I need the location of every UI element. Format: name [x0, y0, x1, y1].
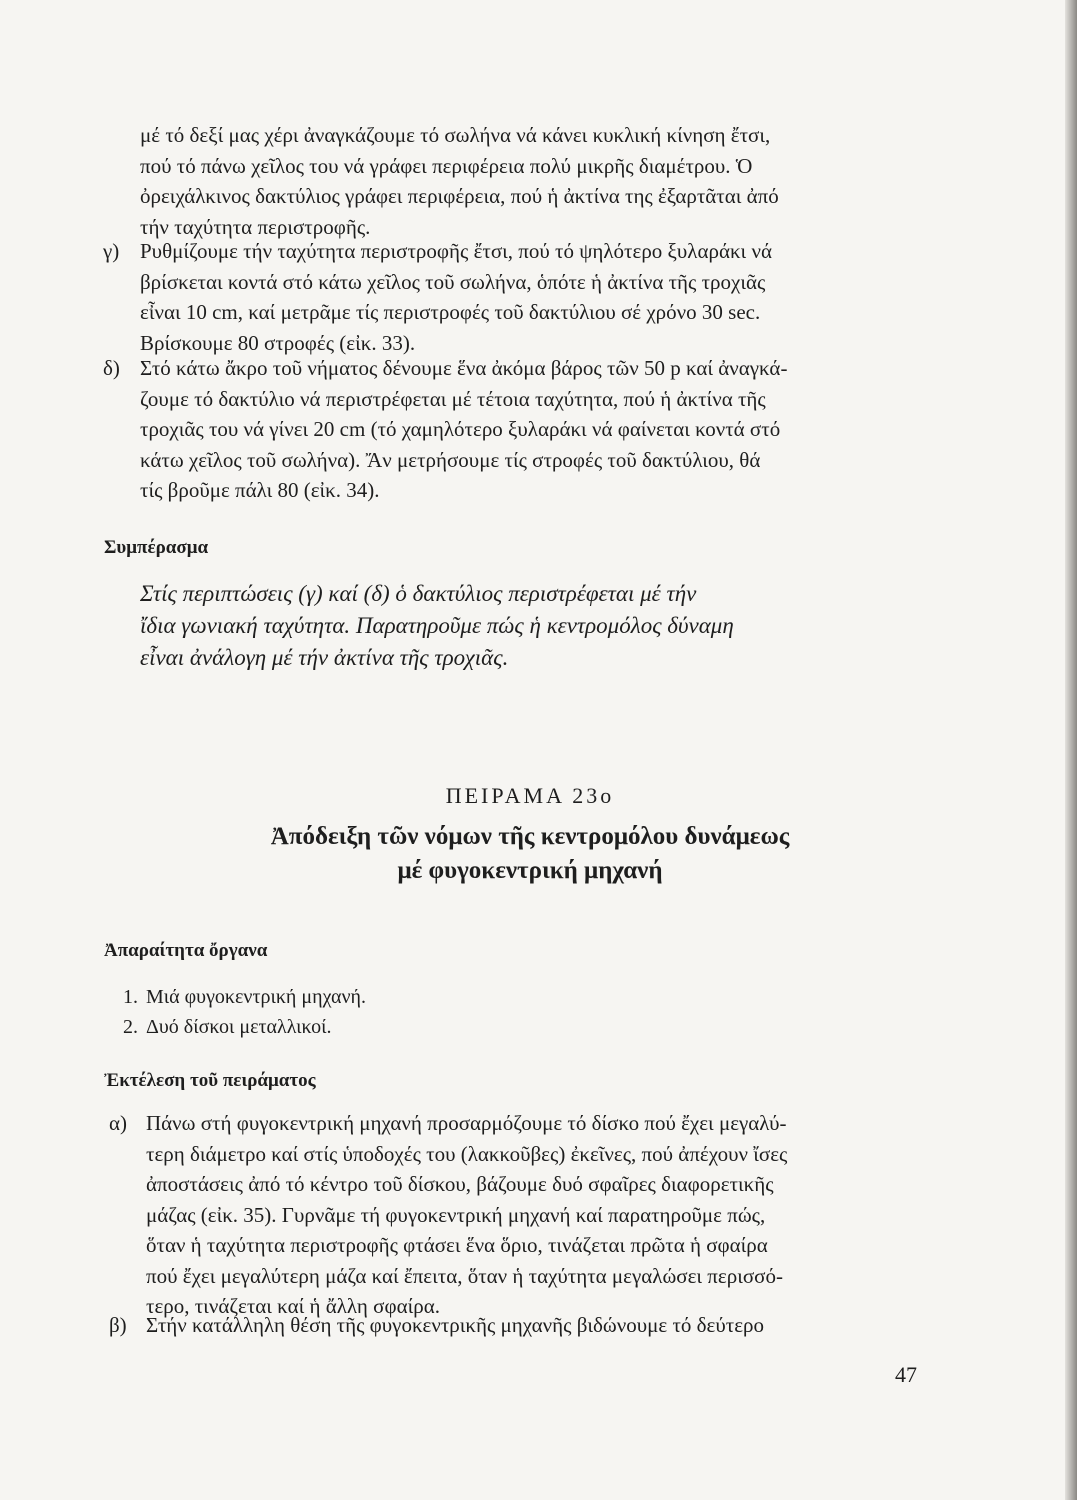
text-line: Στό κάτω ἄκρο τοῦ νήματος δένουμε ἕνα ἀκόμα βάρος τῶν 50 p καί ἀναγκά- [140, 356, 788, 380]
page-edge-shadow [1065, 0, 1077, 1500]
text-line: κάτω χεῖλος τοῦ σωλήνα). Ἄν μετρήσουμε τίς στροφές τοῦ δακτύλιου, θά [140, 447, 761, 472]
text-line: βρίσκεται κοντά στό κάτω χεῖλος τοῦ σωλήνα, ὁπότε ἡ ἀκτίνα τῆς τροχιᾶς [140, 269, 766, 294]
list-item [112, 982, 366, 1012]
experiment-number: ΠΕΙΡΑΜΑ 23ο [445, 783, 615, 808]
list-item [112, 1012, 366, 1042]
text-line: Ρυθμίζουμε τήν ταχύτητα περιστροφῆς ἔτσι, πού τό ψηλότερο ξυλαράκι νά [140, 239, 772, 263]
text-line: ἴδια γωνιακή ταχύτητα. Παρατηροῦμε πώς ἡ κεντρομόλος δύναμη [140, 613, 734, 638]
page-number: 47 [895, 1362, 917, 1387]
text-line: εἶναι 10 cm, καί μετρᾶμε τίς περιστροφές τοῦ δακτύλιου σέ χρόνο 30 sec. [140, 300, 761, 324]
text-line: ζουμε τό δακτύλιο νά περιστρέφεται μέ τέτοια ταχύτητα, πού ἡ ἀκτίνα τῆς [140, 386, 766, 411]
text-line: τίς βροῦμε πάλι 80 (εἰκ. 34). [140, 478, 380, 502]
step-marker: α) [109, 1111, 127, 1135]
text-line: Στίς περιπτώσεις (γ) καί (δ) ὁ δακτύλιος περιστρέφεται μέ τήν [140, 581, 697, 606]
list-text: Μιά φυγοκεντρική μηχανή. [146, 986, 366, 1008]
list-text: Δυό δίσκοι μεταλλικοί. [146, 1016, 332, 1038]
text-line: πού τό πάνω χεῖλος του νά γράφει περιφέρεια πολύ μικρῆς διαμέτρου. Ὁ [140, 153, 753, 178]
experiment-title [140, 820, 920, 888]
text-line: εἶναι ἀνάλογη μέ τήν ἀκτίνα τῆς τροχιᾶς. [140, 645, 509, 670]
step-beta [109, 1310, 926, 1341]
tools-list [112, 982, 366, 1042]
text-line: ὅταν ἡ ταχύτητα περιστροφῆς φτάσει ἕνα ὅριο, τινάζεται πρῶτα ἡ σφαίρα [146, 1233, 768, 1257]
list-number: 2. [123, 1016, 138, 1038]
text-line: μάζας (εἰκ. 35). Γυρνᾶμε τή φυγοκεντρική μηχανή καί παρατηροῦμε πώς, [146, 1202, 766, 1227]
step-marker: β) [109, 1313, 127, 1337]
intro-paragraph [140, 120, 920, 242]
step-alpha [109, 1108, 926, 1322]
list-number: 1. [123, 986, 138, 1008]
text-line: Πάνω στή φυγοκεντρική μηχανή προσαρμόζουμε τό δίσκο πού ἔχει μεγαλύ- [146, 1111, 787, 1135]
execution-heading: Ἐκτέλεση τοῦ πειράματος [104, 1070, 316, 1091]
text-line: ἀποστάσεις ἀπό τό κέντρο τοῦ δίσκου, βάζουμε δυό σφαῖρες διαφορετικῆς [146, 1172, 774, 1196]
text-line: πού ἔχει μεγαλύτερη μάζα καί ἔπειτα, ὅταν ἡ ταχύτητα μεγαλώσει περισσό- [146, 1263, 783, 1288]
text-line: τερο, τινάζεται καί ἡ ἄλλη σφαίρα. [146, 1294, 440, 1318]
conclusion-paragraph [140, 578, 920, 674]
step-gamma [103, 236, 920, 358]
text-line: τερη διάμετρο καί στίς ὑποδοχές του (λακκοῦβες) ἐκεῖνες, πού ἀπέχουν ἴσες [146, 1141, 788, 1166]
conclusion-heading: Συμπέρασμα [104, 537, 209, 558]
title-line: Ἀπόδειξη τῶν νόμων τῆς κεντρομόλου δυνάμεως [270, 823, 790, 850]
text-line: Βρίσκουμε 80 στροφές (εἰκ. 33). [140, 330, 416, 355]
text-line: τήν ταχύτητα περιστροφῆς. [140, 214, 371, 239]
tools-heading: Ἀπαραίτητα ὄργανα [104, 940, 268, 961]
text-line: Στήν κατάλληλη θέση τῆς φυγοκεντρικῆς μηχανῆς βιδώνουμε τό δεύτερο [146, 1313, 765, 1337]
text-line: τροχιᾶς του νά γίνει 20 cm (τό χαμηλότερο ξυλαράκι νά φαίνεται κοντά στό [140, 417, 781, 441]
text-line: μέ τό δεξί μας χέρι ἀναγκάζουμε τό σωλήνα νά κάνει κυκλική κίνηση ἔτσι, [140, 123, 771, 147]
step-marker: γ) [103, 239, 120, 263]
step-delta [103, 353, 920, 506]
title-line: μέ φυγοκεντρική μηχανή [397, 857, 663, 884]
text-line: ὀρειχάλκινος δακτύλιος γράφει περιφέρεια, πού ἡ ἀκτίνα της ἐξαρτᾶται ἀπό [140, 184, 779, 208]
step-marker: δ) [103, 356, 120, 380]
